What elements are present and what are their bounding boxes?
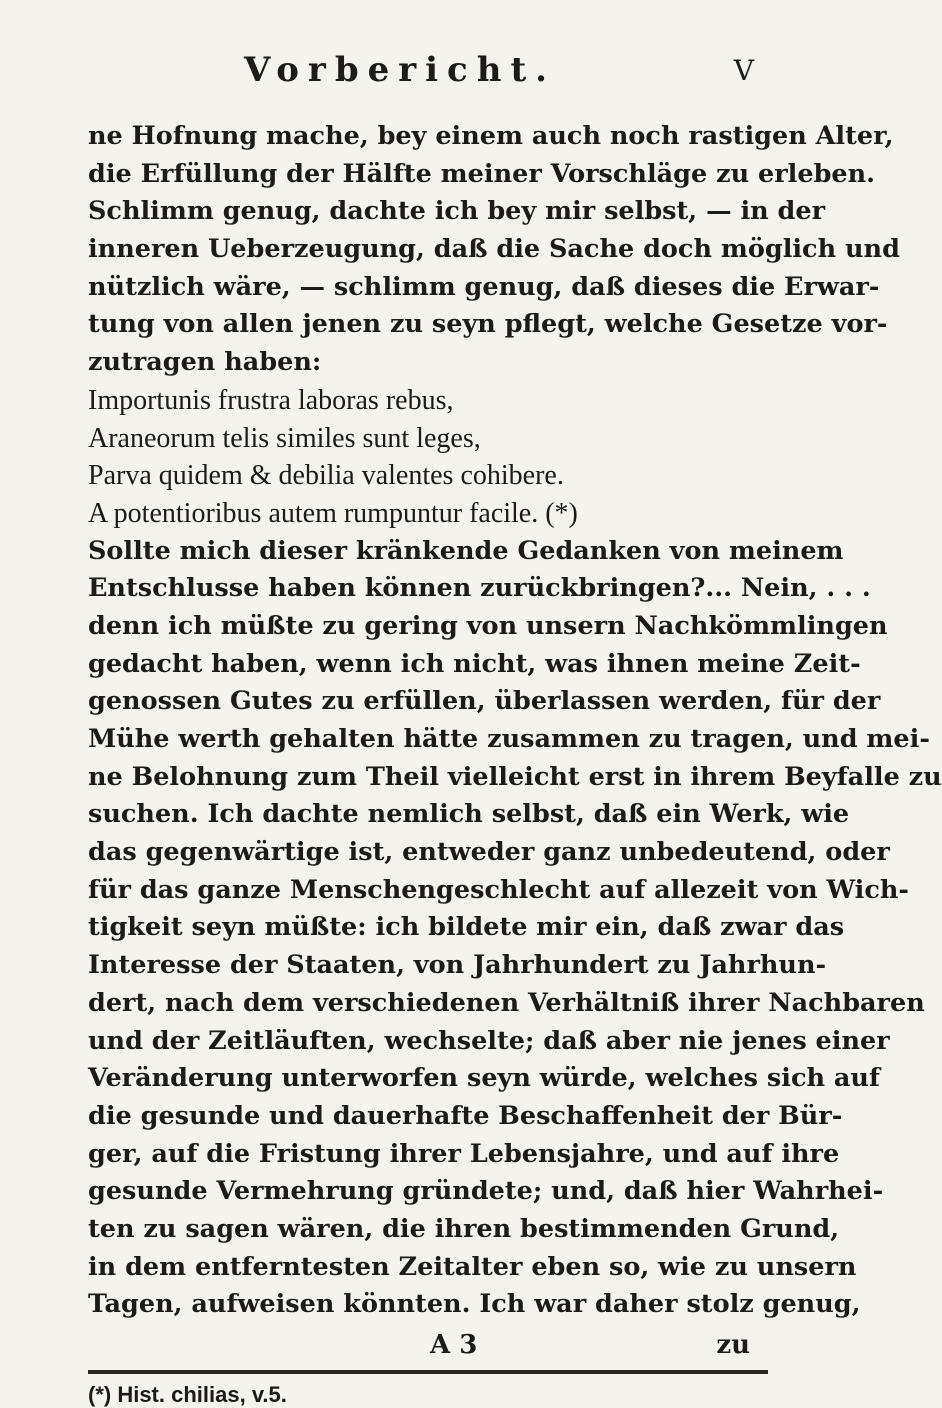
text-line: genossen Gutes zu erfüllen, überlassen werden, für der — [88, 686, 881, 717]
catchword: zu — [716, 1330, 750, 1360]
signature-mark: A 3 — [430, 1330, 478, 1360]
text-line: suchen. Ich dachte nemlich selbst, daß ein Werk, wie — [88, 799, 850, 830]
page-number: V — [733, 54, 754, 87]
text-line: nützlich wäre, — schlimm genug, daß dieses die Erwar- — [88, 271, 880, 302]
text-line: Schlimm genug, dachte ich bey mir selbst, — in der — [88, 196, 826, 227]
text-line: Mühe werth gehalten hätte zusammen zu tragen, und mei- — [88, 724, 930, 754]
text-line: Araneorum telis similes sunt leges, — [88, 422, 481, 454]
text-line: gesunde Vermehrung gründete; und, daß hier Wahrhei- — [88, 1176, 884, 1207]
text-line: zutragen haben: — [88, 347, 322, 378]
footnote: (*) Hist. chilias, v.5. — [88, 1382, 287, 1407]
text-line: tigkeit seyn müßte: ich bildete mir ein, daß zwar das — [88, 912, 845, 943]
text-line: Importunis frustra laboras rebus, — [88, 384, 454, 416]
text-line: Tagen, aufweisen könnten. Ich war daher stolz genug, — [88, 1289, 861, 1320]
body-text — [88, 118, 942, 1324]
latin-quotation — [88, 382, 768, 533]
running-title: Vorbericht. — [243, 50, 557, 90]
text-line: ne Belohnung zum Theil vielleicht erst in ihrem Beyfalle zu — [88, 761, 942, 792]
paragraph-german-1 — [88, 118, 900, 382]
paragraph-german-2 — [88, 533, 942, 1324]
text-line: ger, auf die Fristung ihrer Lebensjahre, und auf ihre — [88, 1138, 840, 1169]
text-line: Sollte mich dieser kränkende Gedanken von meinem — [88, 535, 844, 566]
text-line: dert, nach dem verschiedenen Verhältniß ihrer Nachbaren — [88, 987, 925, 1018]
text-line: gedacht haben, wenn ich nicht, was ihnen meine Zeit- — [88, 648, 861, 679]
text-line: ne Hofnung mache, bey einem auch noch rastigen Alter, — [88, 121, 894, 151]
text-line: Parva quidem & debilia valentes cohibere. — [88, 460, 564, 492]
text-line: denn ich müßte zu gering von unsern Nachkömmlingen — [88, 610, 888, 641]
footnote-rule — [88, 1370, 768, 1374]
text-line: in dem entferntesten Zeitalter eben so, wie zu unsern — [88, 1251, 857, 1282]
text-line: für das ganze Menschengeschlecht auf allezeit von Wich- — [88, 874, 910, 905]
text-line: Interesse der Staaten, von Jahrhundert zu Jahrhun- — [88, 950, 827, 981]
text-line: das gegenwärtige ist, entweder ganz unbedeutend, oder — [88, 837, 890, 868]
text-line: A potentioribus autem rumpuntur facile. (*) — [88, 497, 578, 529]
text-line: die gesunde und dauerhafte Beschaffenheit der Bür- — [88, 1100, 843, 1131]
text-line: tung von allen jenen zu seyn pflegt, welche Gesetze vor- — [88, 309, 888, 340]
text-line: ten zu sagen wären, die ihren bestimmenden Grund, — [88, 1213, 840, 1244]
text-line: und der Zeitläuften, wechselte; daß aber nie jenes einer — [88, 1025, 890, 1056]
text-line: inneren Ueberzeugung, daß die Sache doch möglich und — [88, 234, 900, 265]
text-line: Entschlusse haben können zurückbringen?... Nein, . . . — [88, 573, 871, 604]
text-line: die Erfüllung der Hälfte meiner Vorschläge zu erleben. — [88, 158, 876, 189]
text-line: Veränderung unterworfen seyn würde, welches sich auf — [88, 1063, 880, 1094]
